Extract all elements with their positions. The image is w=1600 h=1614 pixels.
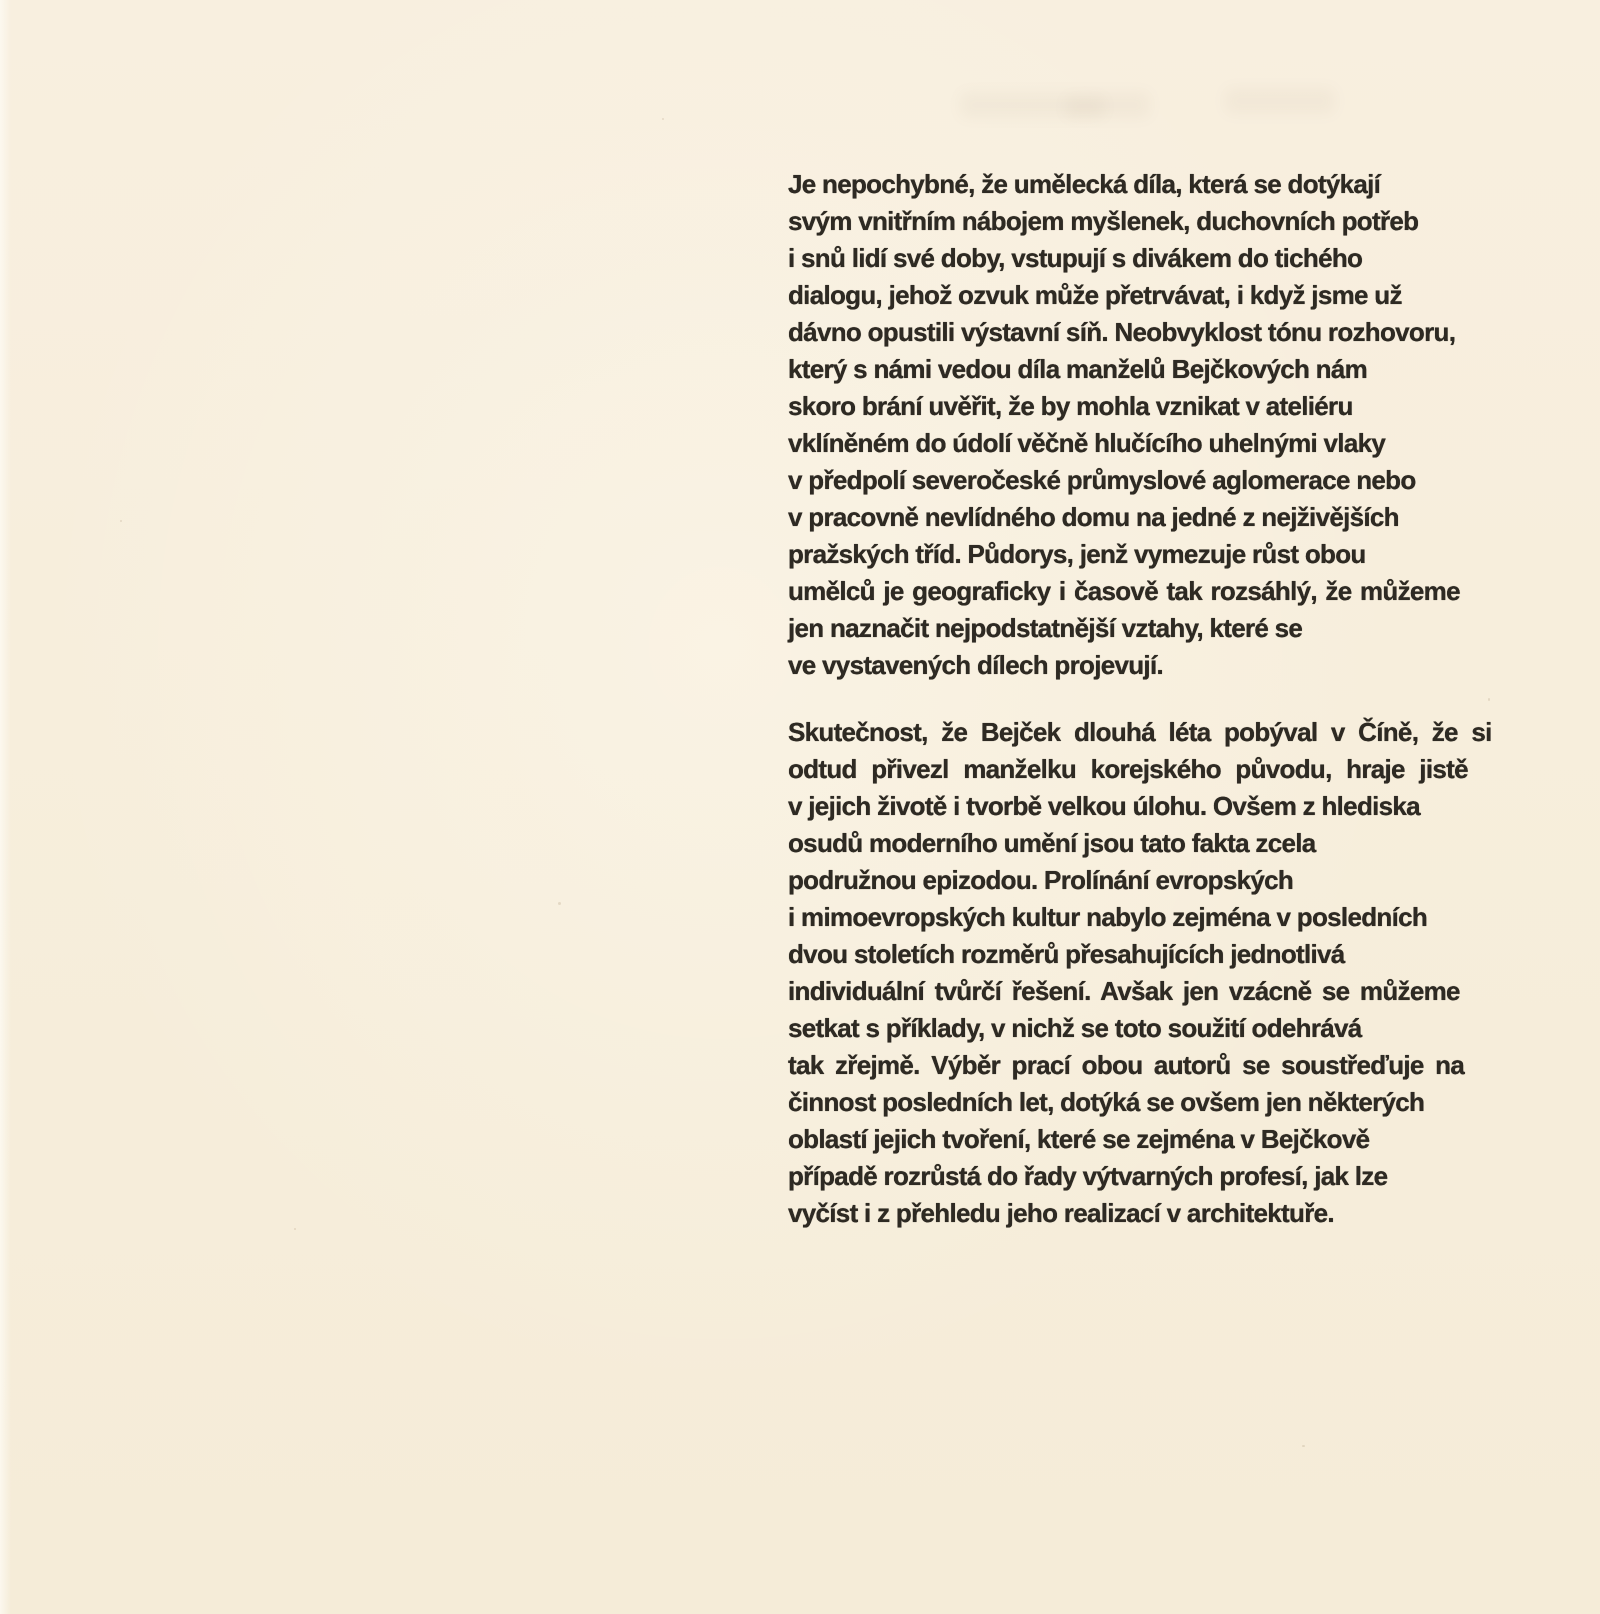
text-line: činnost posledních let, dotýká se ovšem jen některých (788, 1087, 1425, 1117)
paper-speck (662, 118, 664, 120)
text-line: jen naznačit nejpodstatnější vztahy, které se (788, 613, 1303, 643)
text-line: Skutečnost, že Bejček dlouhá léta pobýval v Číně, že si (788, 717, 1492, 747)
paper-speck (1302, 1445, 1305, 1447)
text-line: odtud přivezl manželku korejského původu, hraje jistě (788, 754, 1468, 784)
bleed-through-ghost (1065, 96, 1105, 118)
text-line: který s námi vedou díla manželů Bejčkových nám (788, 354, 1368, 384)
text-line: v předpolí severočeské průmyslové aglomerace nebo (788, 465, 1416, 495)
text-line: i snů lidí své doby, vstupují s divákem do tichého (788, 243, 1363, 273)
text-line: v jejich životě i tvorbě velkou úlohu. Ovšem z hlediska (788, 791, 1420, 821)
text-line: pražských tříd. Půdorys, jenž vymezuje růst obou (788, 539, 1366, 569)
text-line: svým vnitřním nábojem myšlenek, duchovních potřeb (788, 206, 1419, 236)
text-line: umělců je geograficky i časově tak rozsáhlý, že můžeme (788, 576, 1460, 606)
text-line: tak zřejmě. Výběr prací obou autorů se soustřeďuje na (788, 1050, 1465, 1080)
text-line: dialogu, jehož ozvuk může přetrvávat, i když jsme už (788, 280, 1402, 310)
text-line: osudů moderního umění jsou tato fakta zcela (788, 828, 1316, 858)
text-line: oblastí jejich tvoření, které se zejména v Bejčkově (788, 1124, 1370, 1154)
text-line: dvou stoletích rozměrů přesahujících jednotlivá (788, 939, 1345, 969)
text-line: podružnou epizodou. Prolínání evropských (788, 865, 1294, 895)
paragraph (788, 714, 1492, 1232)
text-line: případě rozrůstá do řady výtvarných profesí, jak lze (788, 1161, 1388, 1191)
text-line: setkat s příklady, v nichž se toto soužití odehrává (788, 1013, 1362, 1043)
text-line: vyčíst i z přehledu jeho realizací v architektuře. (788, 1198, 1334, 1228)
body-text (788, 166, 1492, 1232)
bleed-through-ghost (960, 92, 1150, 118)
paper-speck (558, 902, 561, 905)
text-line: i mimoevropských kultur nabylo zejména v posledních (788, 902, 1428, 932)
text-line: skoro brání uvěřit, že by mohla vznikat v ateliéru (788, 391, 1353, 421)
bleed-through-ghost (1225, 88, 1335, 114)
scan-edge-highlight (0, 0, 11, 1614)
paper-speck (120, 520, 122, 522)
text-line: ve vystavených dílech projevují. (788, 650, 1164, 680)
text-line: dávno opustili výstavní síň. Neobvyklost tónu rozhovoru, (788, 317, 1456, 347)
text-line: Je nepochybné, že umělecká díla, která se dotýkají (788, 169, 1381, 199)
text-line: individuální tvůrčí řešení. Avšak jen vzácně se můžeme (788, 976, 1460, 1006)
paragraph (788, 166, 1492, 684)
text-line: vklíněném do údolí věčně hlučícího uhelnými vlaky (788, 428, 1386, 458)
paper-speck (294, 1228, 296, 1230)
text-line: v pracovně nevlídného domu na jedné z nejživějších (788, 502, 1399, 532)
